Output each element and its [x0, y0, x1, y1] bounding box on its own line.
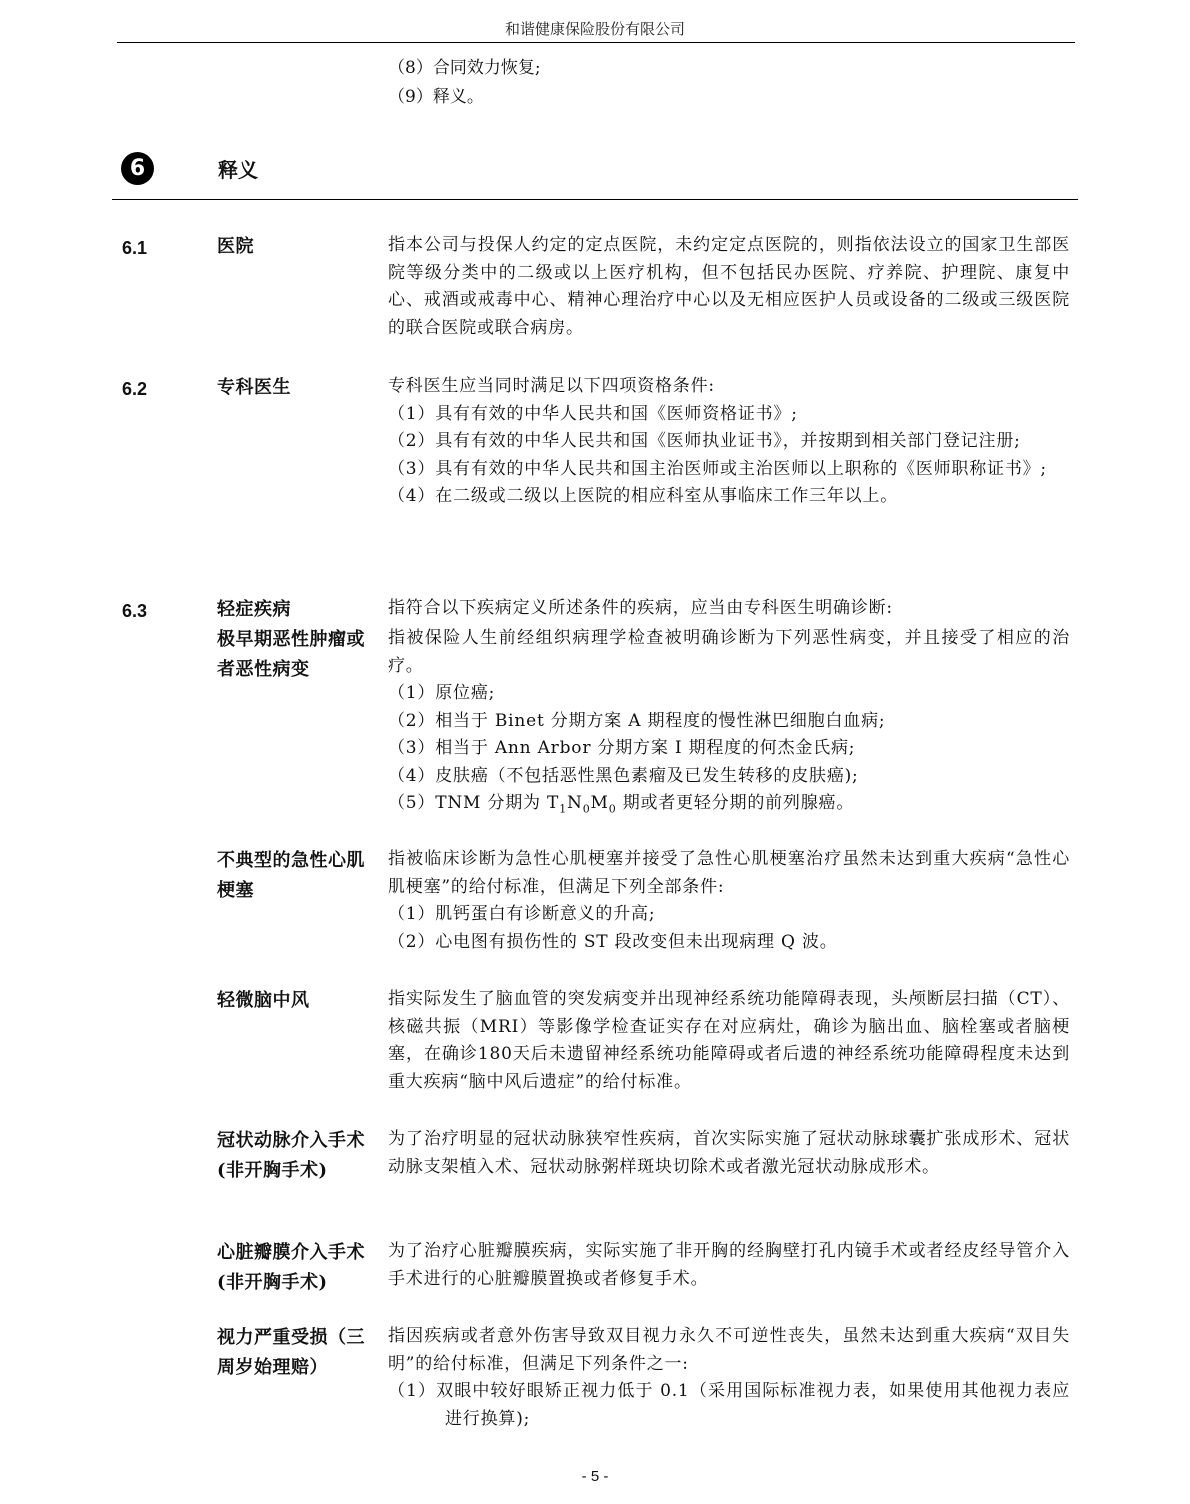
- definition-paragraph: （1）双眼中较好眼矫正视力低于 0.1（采用国际标准视力表，如果使用其他视力表应进行换算);: [388, 1381, 1070, 1429]
- entry-term: 视力严重受损（三周岁始理赔）: [217, 1327, 365, 1378]
- definition-paragraph: 指被保险人生前经组织病理学检查被明确诊断为下列恶性病变，并且接受了相应的治疗。: [388, 628, 1070, 676]
- definition-paragraph: 指本公司与投保人约定的定点医院，未约定定点医院的，则指依法设立的国家卫生部医院等级分类中的二级或以上医疗机构，但不包括民办医院、疗养院、护理院、康复中心、戒酒或戒毒中心、精神心理治疗中心以及无相应医护人员或设备的二级或三级医院的联合医院或联合病房。: [388, 235, 1070, 338]
- definition-paragraph: （1）具有有效的中华人民共和国《医师资格证书》;: [388, 403, 798, 424]
- definition-paragraph: 指实际发生了脑血管的突发病变并出现神经系统功能障碍表现，头颅断层扫描（CT）、核磁共振（MRI）等影像学检查证实存在对应病灶，确诊为脑出血、脑栓塞或者脑梗塞，在确诊180天后未遗留神经系统功能障碍或者后遗的神经系统功能障碍程度未达到重大疾病“脑中风后遗症”的给付标准。: [388, 989, 1070, 1092]
- section-title: 释义: [218, 158, 258, 182]
- page-number: - 5 -: [581, 1468, 609, 1485]
- section-rule: [112, 199, 1078, 200]
- definition-paragraph: （2）具有有效的中华人民共和国《医师执业证书》，并按期到相关部门登记注册;: [388, 431, 1021, 451]
- definition-paragraph: 指符合以下疾病定义所述条件的疾病，应当由专科医生明确诊断:: [388, 598, 893, 618]
- tnm-text: N: [567, 793, 583, 813]
- entry-definition: [388, 232, 1070, 342]
- list-item: （9）释义。: [388, 87, 484, 107]
- entry-definition: [388, 625, 1070, 823]
- definition-paragraph: （1）原位癌;: [388, 683, 496, 703]
- entry-number: 6.3: [122, 601, 148, 621]
- entry-definition: [388, 986, 1070, 1096]
- tnm-subscript: 0: [608, 802, 617, 816]
- definition-paragraph: （2）心电图有损伤性的 ST 段改变但未出现病理 Q 波。: [388, 931, 838, 952]
- entry-definition: [388, 846, 1070, 956]
- entry-definition: [388, 1238, 1070, 1293]
- entry-definition: [388, 1323, 1070, 1433]
- definition-paragraph: [388, 790, 1070, 823]
- definition-paragraph: （3）相当于 Ann Arbor 分期方案 I 期程度的何杰金氏病;: [388, 738, 856, 758]
- tnm-text: （5）TNM 分期为 T: [388, 793, 560, 813]
- definition-paragraph: （2）相当于 Binet 分期方案 A 期程度的慢性淋巴细胞白血病;: [388, 710, 886, 731]
- entry-definition: [388, 595, 1070, 623]
- entry-definition: [388, 1126, 1070, 1181]
- definition-paragraph: 为了治疗明显的冠状动脉狭窄性疾病，首次实际实施了冠状动脉球囊扩张成形术、冠状动脉支架植入术、冠状动脉粥样斑块切除术或者激光冠状动脉成形术。: [388, 1129, 1070, 1177]
- entry-term: 不典型的急性心肌梗塞: [217, 850, 365, 901]
- tnm-subscript: 1: [559, 802, 567, 816]
- definition-paragraph: 专科医生应当同时满足以下四项资格条件:: [388, 376, 715, 396]
- definition-paragraph: （3）具有有效的中华人民共和国主治医师或主治医师以上职称的《医师职称证书》;: [388, 458, 1047, 479]
- header-rule: [117, 42, 1075, 43]
- section-number-badge: 6: [121, 152, 154, 185]
- continued-list: [388, 54, 541, 112]
- entry-term: 轻微脑中风: [217, 990, 310, 1011]
- header-company-name: 和谐健康保险股份有限公司: [504, 20, 685, 38]
- entry-definition: [388, 373, 1070, 511]
- list-item: （8）合同效力恢复;: [388, 58, 541, 78]
- definition-paragraph: 为了治疗心脏瓣膜疾病，实际实施了非开胸的经胸壁打孔内镜手术或者经皮经导管介入手术进行的心脏瓣膜置换或者修复手术。: [388, 1241, 1070, 1289]
- entry-term: 极早期恶性肿瘤或者恶性病变: [217, 629, 365, 680]
- tnm-text: 期或者更轻分期的前列腺癌。: [616, 793, 855, 813]
- definition-paragraph: （4）皮肤癌（不包括恶性黑色素瘤及已发生转移的皮肤癌);: [388, 765, 859, 786]
- entry-term: 专科医生: [217, 377, 291, 398]
- entry-term: 医院: [217, 236, 254, 257]
- entry-term: 冠状动脉介入手术(非开胸手术): [217, 1130, 365, 1181]
- entry-number: 6.2: [122, 379, 148, 399]
- definition-paragraph: 指因疾病或者意外伤害导致双目视力永久不可逆性丧失，虽然未达到重大疾病“双目失明”的给付标准，但满足下列条件之一:: [388, 1326, 1070, 1374]
- entry-term: 轻症疾病: [217, 599, 291, 620]
- entry-number: 6.1: [122, 238, 148, 258]
- tnm-text: M: [590, 793, 609, 813]
- tnm-subscript: 0: [582, 802, 591, 816]
- definition-paragraph: （1）肌钙蛋白有诊断意义的升高;: [388, 904, 656, 924]
- entry-term: 心脏瓣膜介入手术(非开胸手术): [217, 1242, 365, 1293]
- definition-paragraph: （4）在二级或二级以上医院的相应科室从事临床工作三年以上。: [388, 486, 899, 506]
- definition-paragraph: 指被临床诊断为急性心肌梗塞并接受了急性心肌梗塞治疗虽然未达到重大疾病“急性心肌梗塞”的给付标准，但满足下列全部条件:: [388, 849, 1070, 897]
